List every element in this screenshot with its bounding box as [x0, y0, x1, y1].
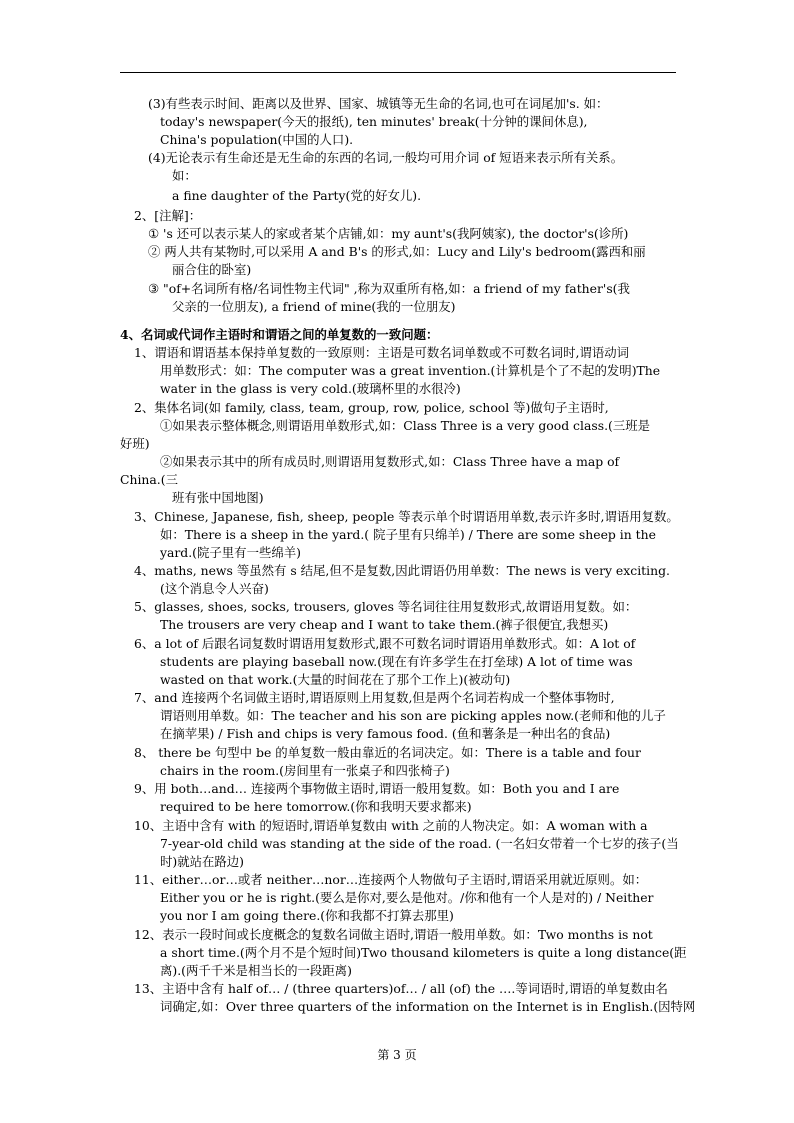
- text-line: 离).(两千千米是相当长的一段距离): [160, 963, 352, 978]
- text-line: 好班): [120, 436, 150, 451]
- text-line: ① 's 还可以表示某人的家或者某个店铺,如：my aunt's(我阿姨家), the doctor's(诊所): [148, 226, 629, 241]
- text-line: 用单数形式：如：The computer was a great invention.(计算机是个了不起的发明)The: [160, 363, 661, 378]
- text-line: 7-year-old child was standing at the side of the road. (一名妇女带着一个七岁的孩子(当: [160, 836, 679, 851]
- text-line: (3)有些表示时间、距离以及世界、国家、城镇等无生命的名词,也可在词尾加's. 如：: [148, 96, 609, 111]
- text-line: ② 两人共有某物时,可以采用 A and B's 的形式,如：Lucy and Lily's bedroom(露西和丽: [148, 244, 646, 259]
- text-line: 5、glasses, shoes, socks, trousers, gloves 等名词往往用复数形式,故谓语用复数。如：: [134, 599, 638, 614]
- text-line: (4)无论表示有生命还是无生命的东西的名词,一般均可用介词 of 短语来表示所有关系。: [148, 150, 624, 165]
- text-line: 10、主语中含有 with 的短语时,谓语单复数由 with 之前的人物决定。如：A woman with a: [134, 818, 648, 833]
- text-line: ①如果表示整体概念,则谓语用单数形式,如：Class Three is a very good class.(三班是: [160, 418, 651, 433]
- text-line: 8、 there be 句型中 be 的单复数一般由靠近的名词决定。如：There is a table and four: [134, 745, 641, 760]
- text-line: ③ "of+名词所有格/名词性物主代词" ,称为双重所有格,如：a friend of my father's(我: [148, 281, 630, 296]
- text-line: Either you or he is right.(要么是你对,要么是他对。/你和他有一个人是对的) / Neither: [160, 890, 654, 905]
- text-line: you nor I am going there.(你和我都不打算去那里): [160, 908, 454, 923]
- text-line: required to be here tomorrow.(你和我明天要求都来): [160, 799, 472, 814]
- text-line: chairs in the room.(房间里有一张桌子和四张椅子): [160, 763, 450, 778]
- text-line: a short time.(两个月不是个短时间)Two thousand kilometers is quite a long distance(距: [160, 945, 687, 960]
- text-line: 12、表示一段时间或长度概念的复数名词做主语时,谓语一般用单数。如：Two months is not: [134, 927, 653, 942]
- header-rule: [120, 72, 676, 73]
- page-number: 第 3 页: [377, 1048, 417, 1062]
- text-line: 2、集体名词(如 family, class, team, group, row, police, school 等)做句子主语时,: [134, 400, 609, 415]
- text-line: a fine daughter of the Party(党的好女儿).: [172, 188, 422, 203]
- text-line: 3、Chinese, Japanese, fish, sheep, people 等表示单个时谓语用单数,表示许多时,谓语用复数。: [134, 509, 679, 524]
- text-line: 丽合住的卧室): [172, 262, 252, 277]
- text-line: 13、主语中含有 half of… / (three quarters)of… / all (of) the ….等词语时,谓语的单复数由名: [134, 981, 668, 996]
- text-line: 在摘苹果) / Fish and chips is very famous food. (鱼和薯条是一种出名的食品): [160, 726, 611, 741]
- text-line: (这个消息令人兴奋): [160, 581, 269, 596]
- text-line: China's population(中国的人口).: [160, 132, 354, 147]
- text-line: water in the glass is very cold.(玻璃杯里的水很冷): [160, 381, 461, 396]
- text-line: 2、[注解]：: [134, 208, 202, 223]
- text-line: wasted on that work.(大量的时间花在了那个工作上)(被动句): [160, 672, 511, 687]
- text-line: ②如果表示其中的所有成员时,则谓语用复数形式,如：Class Three have a map of: [160, 454, 620, 469]
- text-line: students are playing baseball now.(现在有许多学生在打垒球) A lot of time was: [160, 654, 633, 669]
- text-line: 4、名词或代词作主语时和谓语之间的单复数的一致问题：: [120, 327, 439, 342]
- text-line: 如：There is a sheep in the yard.( 院子里有只绵羊) / There are some sheep in the: [160, 527, 656, 542]
- text-line: 谓语则用单数。如：The teacher and his son are picking apples now.(老师和他的儿子: [160, 708, 666, 723]
- text-line: 7、and 连接两个名词做主语时,谓语原则上用复数,但是两个名词若构成一个整体事物时,: [134, 690, 615, 705]
- text-line: 4、maths, news 等虽然有 s 结尾,但不是复数,因此谓语仍用单数：The news is very exciting.: [134, 563, 670, 578]
- text-line: today's newspaper(今天的报纸), ten minutes' break(十分钟的课间休息),: [160, 114, 588, 129]
- text-line: China.(三: [120, 472, 178, 487]
- text-line: 班有张中国地图): [172, 490, 264, 505]
- text-line: 9、用 both…and… 连接两个事物做主语时,谓语一般用复数。如：Both you and I are: [134, 781, 620, 796]
- text-line: 词确定,如：Over three quarters of the information on the Internet is in English.(因特网: [160, 999, 696, 1014]
- text-line: 时)就站在路边): [160, 854, 245, 869]
- text-line: 父亲的一位朋友), a friend of mine(我的一位朋友): [172, 299, 456, 314]
- text-line: yard.(院子里有一些绵羊): [160, 545, 301, 560]
- text-line: 6、a lot of 后跟名词复数时谓语用复数形式,跟不可数名词时谓语用单数形式。如：A lot of: [134, 636, 636, 651]
- text-line: 11、either…or…或者 neither…nor…连接两个人物做句子主语时,谓语采用就近原则。如：: [134, 872, 648, 887]
- text-line: 1、谓语和谓语基本保持单复数的一致原则：主语是可数名词单数或不可数名词时,谓语动词: [134, 345, 630, 360]
- text-line: The trousers are very cheap and I want to take them.(裤子很便宜,我想买): [160, 617, 609, 632]
- text-line: 如：: [172, 168, 197, 183]
